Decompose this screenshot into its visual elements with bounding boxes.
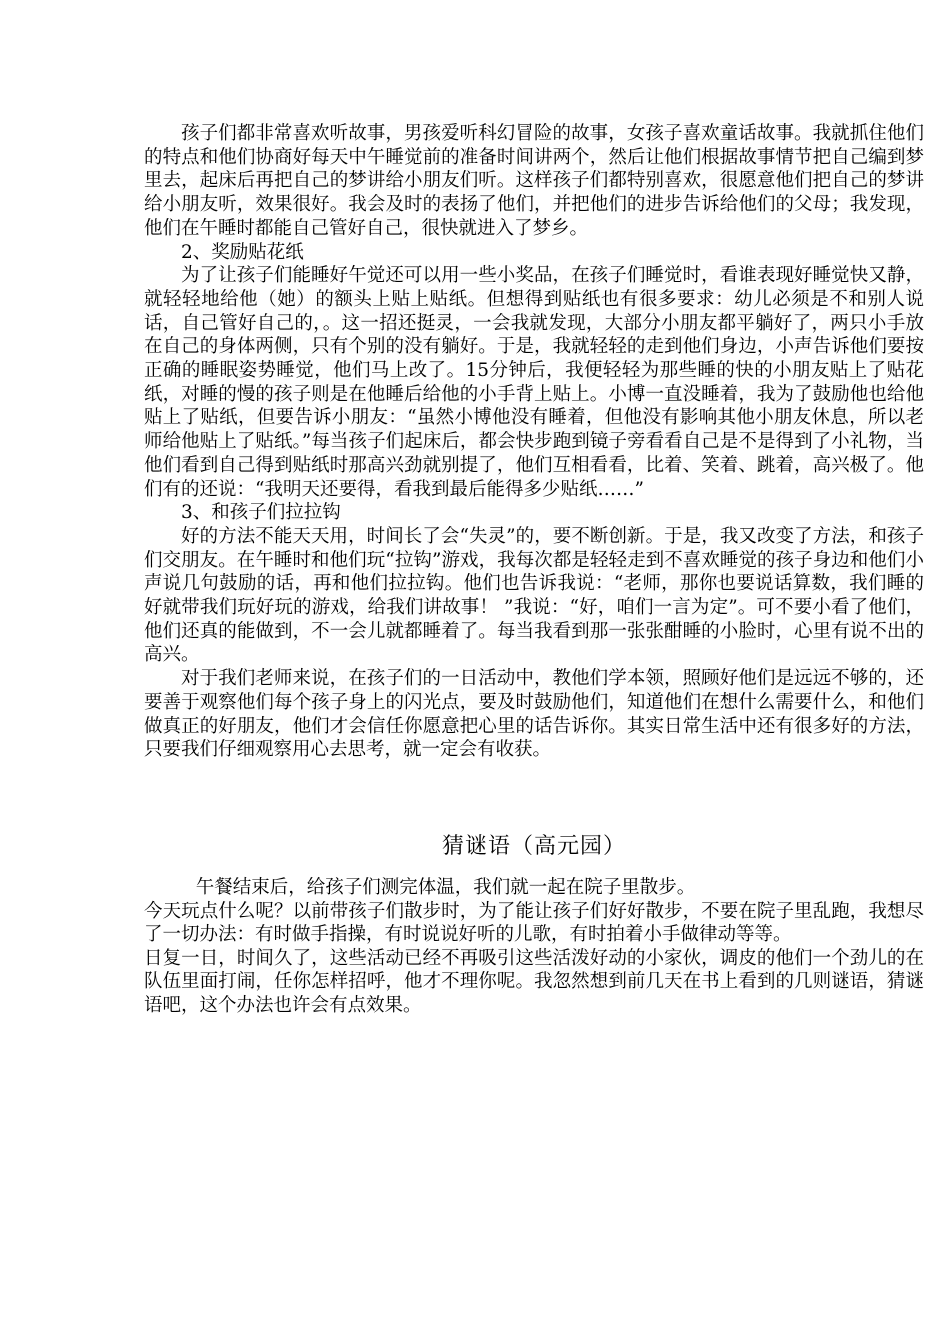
paragraph: 孩子们都非常喜欢听故事，男孩爱听科幻冒险的故事，女孩子喜欢童话故事。我就抓住他们的特点和他们协商好每天中午睡觉前的准备时间讲两个，然后让他们根据故事情节把自己编到梦里去，起床后再把自己的梦讲给小朋友们听。这样孩子们都特别喜欢，很愿意他们把自己的梦讲给小朋友听，效果很好。我会及时的表扬了他们，并把他们的进步告诉给他们的父母；我发现，他们在午睡时都能自己管好自己，很快就进入了梦乡。 <box>144 123 924 239</box>
paragraph: 午餐结束后，给孩子们测完体温，我们就一起在院子里散步。 <box>195 876 696 898</box>
paragraph: 今天玩点什么呢？以前带孩子们散步时，为了能让孩子们好好散步，不要在院子里乱跑，我想尽了一切办法：有时做手指操，有时说说好听的儿歌，有时拍着小手做律动等等。 <box>144 900 924 946</box>
paragraph: 好的方法不能天天用，时间长了会“失灵”的，要不断创新。于是，我又改变了方法，和孩子们交朋友。在午睡时和他们玩“拉钩”游戏，我每次都是轻轻走到不喜欢睡觉的孩子身边和他们小声说几句鼓励的话，再和他们拉拉钩。他们也告诉我说：“老师，那你也要说话算数，我们睡的好就带我们玩好玩的游戏，给我们讲故事！ ”我说：“好，咱们一言为定”。可不要小看了他们，他们还真的能做到，不一会儿就都睡着了。每当我看到那一张张酣睡的小脸时，心里有说不出的高兴。 <box>144 525 924 666</box>
paragraph: 对于我们老师来说，在孩子们的一日活动中，教他们学本领，照顾好他们是远远不够的，还要善于观察他们每个孩子身上的闪光点，要及时鼓励他们，知道他们在想什么需要什么，和他们做真正的好朋友，他们才会信任你愿意把心里的话告诉你。其实日常生活中还有很多好的方法，只要我们仔细观察用心去思考，就一定会有收获。 <box>144 668 924 761</box>
paragraph: 日复一日，时间久了，这些活动已经不再吸引这些活泼好动的小家伙，调皮的他们一个劲儿的在队伍里面打闹，任你怎样招呼，他才不理你呢。我忽然想到前几天在书上看到的几则谜语，猜谜语吧，这个办法也许会有点效果。 <box>144 947 924 1016</box>
document-page <box>144 122 924 1018</box>
article-riddles <box>144 876 924 1018</box>
article-title: 猜谜语（高元园） <box>441 833 626 859</box>
paragraph: 为了让孩子们能睡好午觉还可以用一些小奖品，在孩子们睡觉时，看谁表现好睡觉快又静，就轻轻地给他（她）的额头上贴上贴纸。但想得到贴纸也有很多要求：幼儿必须是不和别人说话，自己管好自己的，。这一招还挺灵，一会我就发现，大部分小朋友都平躺好了，两只小手放在自己的身体两侧，只有个别的没有躺好。于是，我就轻轻的走到他们身边，小声告诉他们要按正确的睡眠姿势睡觉，他们马上改了。15分钟后，我便轻轻为那些睡的快的小朋友贴上了贴花纸，对睡的慢的孩子则是在他睡后给他的小手背上贴上。小博一直没睡着，我为了鼓励他也给他贴上了贴纸，但要告诉小朋友：“虽然小博他没有睡着，但他没有影响其他小朋友休息，所以老师给他贴上了贴纸。”每当孩子们起床后，都会快步跑到镜子旁看看自己是不是得到了小礼物，当他们看到自己得到贴纸时那高兴劲就别提了，他们互相看看，比着、笑着、跳着，高兴极了。他们有的还说：“我明天还要得，看我到最后能得多少贴纸……” <box>144 265 924 500</box>
subheading: 3、和孩子们拉拉钩 <box>181 502 341 524</box>
article-nap-methods <box>144 122 924 762</box>
subheading: 2、奖励贴花纸 <box>181 241 304 263</box>
